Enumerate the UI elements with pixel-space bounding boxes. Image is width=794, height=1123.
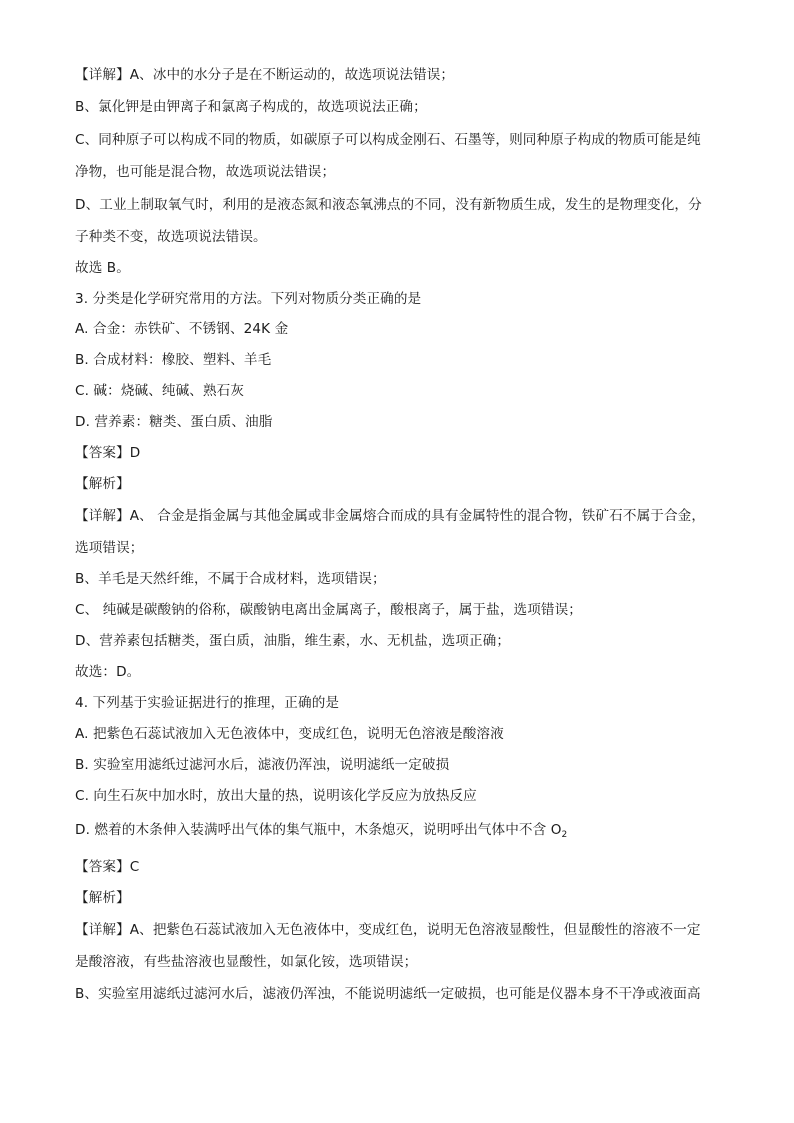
text-line: B、实验室用滤纸过滤河水后，滤液仍浑浊，不能说明滤纸一定破损，也可能是仪器本身不干净或液面高 (75, 986, 701, 1002)
subscript: 2 (561, 830, 568, 840)
text-line: 【详解】A、把紫色石蕊试液加入无色液体中，变成红色，说明无色溶液显酸性，但显酸性的溶液不一定 (75, 922, 701, 938)
text-line: 净物，也可能是混合物，故选项说法错误； (75, 164, 336, 180)
text-line: 故选 B。 (75, 260, 130, 276)
text-line: B、羊毛是天然纤维，不属于合成材料，选项错误； (75, 571, 386, 587)
option-c: C. 碱：烧碱、纯碱、熟石灰 (75, 383, 245, 399)
analysis-label: 【解析】 (75, 476, 130, 492)
question-stem: 4. 下列基于实验证据进行的推理，正确的是 (75, 695, 340, 711)
text-line: C、同种原子可以构成不同的物质，如碳原子可以构成金刚石、石墨等，则同种原子构成的物质可能是纯 (75, 132, 701, 148)
question-stem: 3. 分类是化学研究常用的方法。下列对物质分类正确的是 (75, 291, 422, 307)
text-line: 子种类不变，故选项说法错误。 (75, 229, 267, 245)
text-line: 选项错误； (75, 540, 144, 556)
option-a: A. 合金：赤铁矿、不锈钢、24K 金 (75, 321, 289, 337)
option-b: B. 实验室用滤纸过滤河水后，滤液仍浑浊，说明滤纸一定破损 (75, 757, 450, 773)
analysis-label: 【解析】 (75, 890, 130, 906)
option-b: B. 合成材料：橡胶、塑料、羊毛 (75, 352, 272, 368)
text-line: D、工业上制取氧气时，利用的是液态氮和液态氧沸点的不同，没有新物质生成，发生的是物理变化，分 (75, 197, 702, 213)
option-c: C. 向生石灰中加水时，放出大量的热，说明该化学反应为放热反应 (75, 788, 477, 804)
text-line: B、氯化钾是由钾离子和氯离子构成的，故选项说法正确； (75, 99, 427, 115)
text-line: 【详解】A、冰中的水分子是在不断运动的，故选项说法错误； (75, 67, 455, 83)
option-d-text: D. 燃着的木条伸入装满呼出气体的集气瓶中，木条熄灭，说明呼出气体中不含 O (75, 822, 562, 838)
text-line: 是酸溶液，有些盐溶液也显酸性，如氯化铵，选项错误； (75, 954, 418, 970)
text-line: C、 纯碱是碳酸钠的俗称，碳酸钠电离出金属离子，酸根离子，属于盐，选项错误； (75, 602, 582, 618)
option-d (75, 820, 567, 840)
text-line: 故选：D。 (75, 664, 141, 680)
option-d: D. 营养素：糖类、蛋白质、油脂 (75, 414, 273, 430)
text-line: 【详解】A、 合金是指金属与其他金属或非金属熔合而成的具有金属特性的混合物，铁矿石不属于合金， (75, 508, 706, 524)
text-line: D、营养素包括糖类，蛋白质，油脂，维生素，水、无机盐，选项正确； (75, 633, 511, 649)
answer-label: 【答案】D (75, 445, 141, 461)
answer-label: 【答案】C (75, 859, 140, 875)
option-a: A. 把紫色石蕊试液加入无色液体中，变成红色，说明无色溶液是酸溶液 (75, 726, 504, 742)
